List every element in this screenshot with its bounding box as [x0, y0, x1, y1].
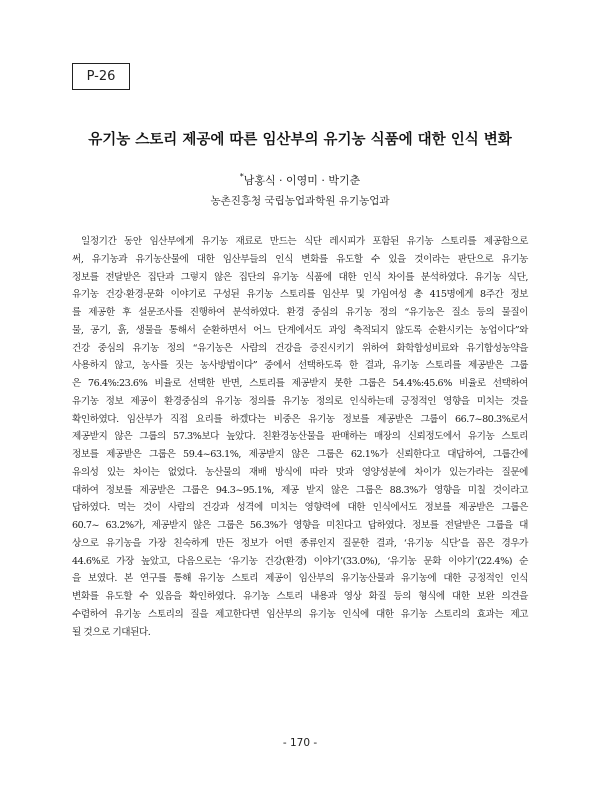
- abstract-line: 답하였다. 먹는 것이 사람의 건강과 성격에 미치는 영향력에 대한 인식에서도 정보를 제공받은 그룹은: [72, 502, 528, 514]
- paper-title: 유기농 스토리 제공에 따른 임산부의 유기농 식품에 대한 인식 변화: [88, 132, 512, 148]
- abstract-line: 유의성 있는 차이는 없었다. 농산물의 재배 방식에 따라 맛과 영양성분에 차이가 있는가라는 질문에: [72, 466, 528, 478]
- abstract-line: 을 보였다. 본 연구를 통해 유기농 스토리 제공이 임산부의 유기농산물과 유기농에 대한 긍정적인 인식: [72, 573, 528, 585]
- abstract-line: 제공받지 않은 그룹의 57.3%보다 높았다. 친환경농산물을 판매하는 매장의 신뢰정도에서 유기농 스토리: [72, 431, 528, 443]
- abstract-line: 상으로 유기농을 가장 친숙하게 만든 정보가 어떤 종류인지 질문한 결과, ‘유기농 식단’을 꼽은 경우가: [72, 537, 528, 549]
- abstract-line: 대하여 정보를 제공받은 그룹은 94.3~95.1%, 제공 받지 않은 그룹은 88.3%가 영향을 미칠 것이라고: [72, 484, 528, 496]
- abstract-line: 은 76.4%:23.6% 비율로 선택한 반면, 스토리를 제공받지 못한 그룹은 54.4%:45.6% 비율로 선택하여: [72, 378, 528, 389]
- abstract-line: 를 제공한 후 설문조사를 진행하여 분석하였다. 환경 중심의 유기농 정의 “유기농은 질소 등의 물질이: [72, 307, 528, 318]
- abstract-line: 일정기간 동안 임산부에게 유기농 재료로 만드는 식단 레시피가 포함된 유기농 스토리를 제공함으로: [81, 236, 528, 247]
- abstract-line: 정보를 제공받은 그룹은 59.4~63.1%, 제공받지 않은 그룹은 62.1%가 신뢰한다고 대답하여, 그룹간에: [72, 449, 528, 460]
- abstract-line: 유기농 정보 제공이 환경중심의 유기농 정의를 유기농 정의로 인식하는데 긍정적인 영향을 미치는 것을: [72, 395, 528, 407]
- abstract-line: 유기농 건강·환경·문화 이야기로 구성된 유기농 스토리를 임산부 및 가임여성 총 415명에게 8주간 정보: [72, 289, 528, 301]
- abstract-line: 정보를 전달받은 집단과 그렇지 않은 집단의 유기농 식품에 대한 인식 차이를 분석하였다. 유기농 식단,: [72, 271, 528, 283]
- abstract-body: [72, 233, 528, 641]
- abstract-line: 44.6%로 가장 높았고, 다음으로는 ‘유기농 건강(환경) 이야기’(33.0%), ‘유기농 문화 이야기’(22.4%) 순: [72, 555, 528, 567]
- poster-id-box: P-26: [72, 63, 130, 90]
- abstract-line: 변화를 유도할 수 있음을 확인하였다. 유기농 스토리 내용과 영상 화질 등의 형식에 대한 보완 의견을: [72, 591, 528, 602]
- affiliation: 농촌진흥청 국립농업과학원 유기농업과: [210, 195, 390, 207]
- abstract-line: 될 것으로 기대된다.: [72, 626, 151, 638]
- abstract-line: 확인하였다. 임산부가 직접 요리를 하겠다는 비중은 유기농 정보를 제공받은 그룹이 66.7~80.3%로서: [72, 413, 528, 425]
- author-line: [0, 172, 600, 188]
- abstract-line: 60.7~ 63.2%가, 제공받지 않은 그룹은 56.3%가 영향을 미친다고 답하였다. 정보를 전달받은 그룹을 대: [72, 520, 528, 531]
- abstract-line: 수렴하여 유기농 스토리의 질을 제고한다면 임산부의 유기농 인식에 대한 유기농 스토리의 효과는 제고: [72, 608, 528, 620]
- author-names: 남홍식 · 이영미 · 박기춘: [243, 174, 361, 187]
- abstract-line: 써, 유기농과 유기농산물에 대한 임산부들의 인식 변화를 유도할 수 있을 것이라는 판단으로 유기농: [72, 253, 528, 265]
- abstract-line: 물, 공기, 흙, 생물을 통해서 순환하면서 어느 단계에서도 과잉 축적되지 않도록 순환시키는 농업이다”와: [72, 324, 528, 336]
- abstract-line: 사용하지 않고, 농사를 짓는 농사방법이다” 중에서 선택하도록 한 결과, 유기농 스토리를 제공받은 그룹: [72, 360, 528, 372]
- page-number: - 170 -: [282, 737, 318, 749]
- corresponding-author-mark: *: [239, 172, 244, 181]
- abstract-line: 건강 중심의 유기농 정의 “유기농은 사람의 건강을 증진시키기 위하여 화학합성비료와 유기합성농약을: [72, 342, 528, 354]
